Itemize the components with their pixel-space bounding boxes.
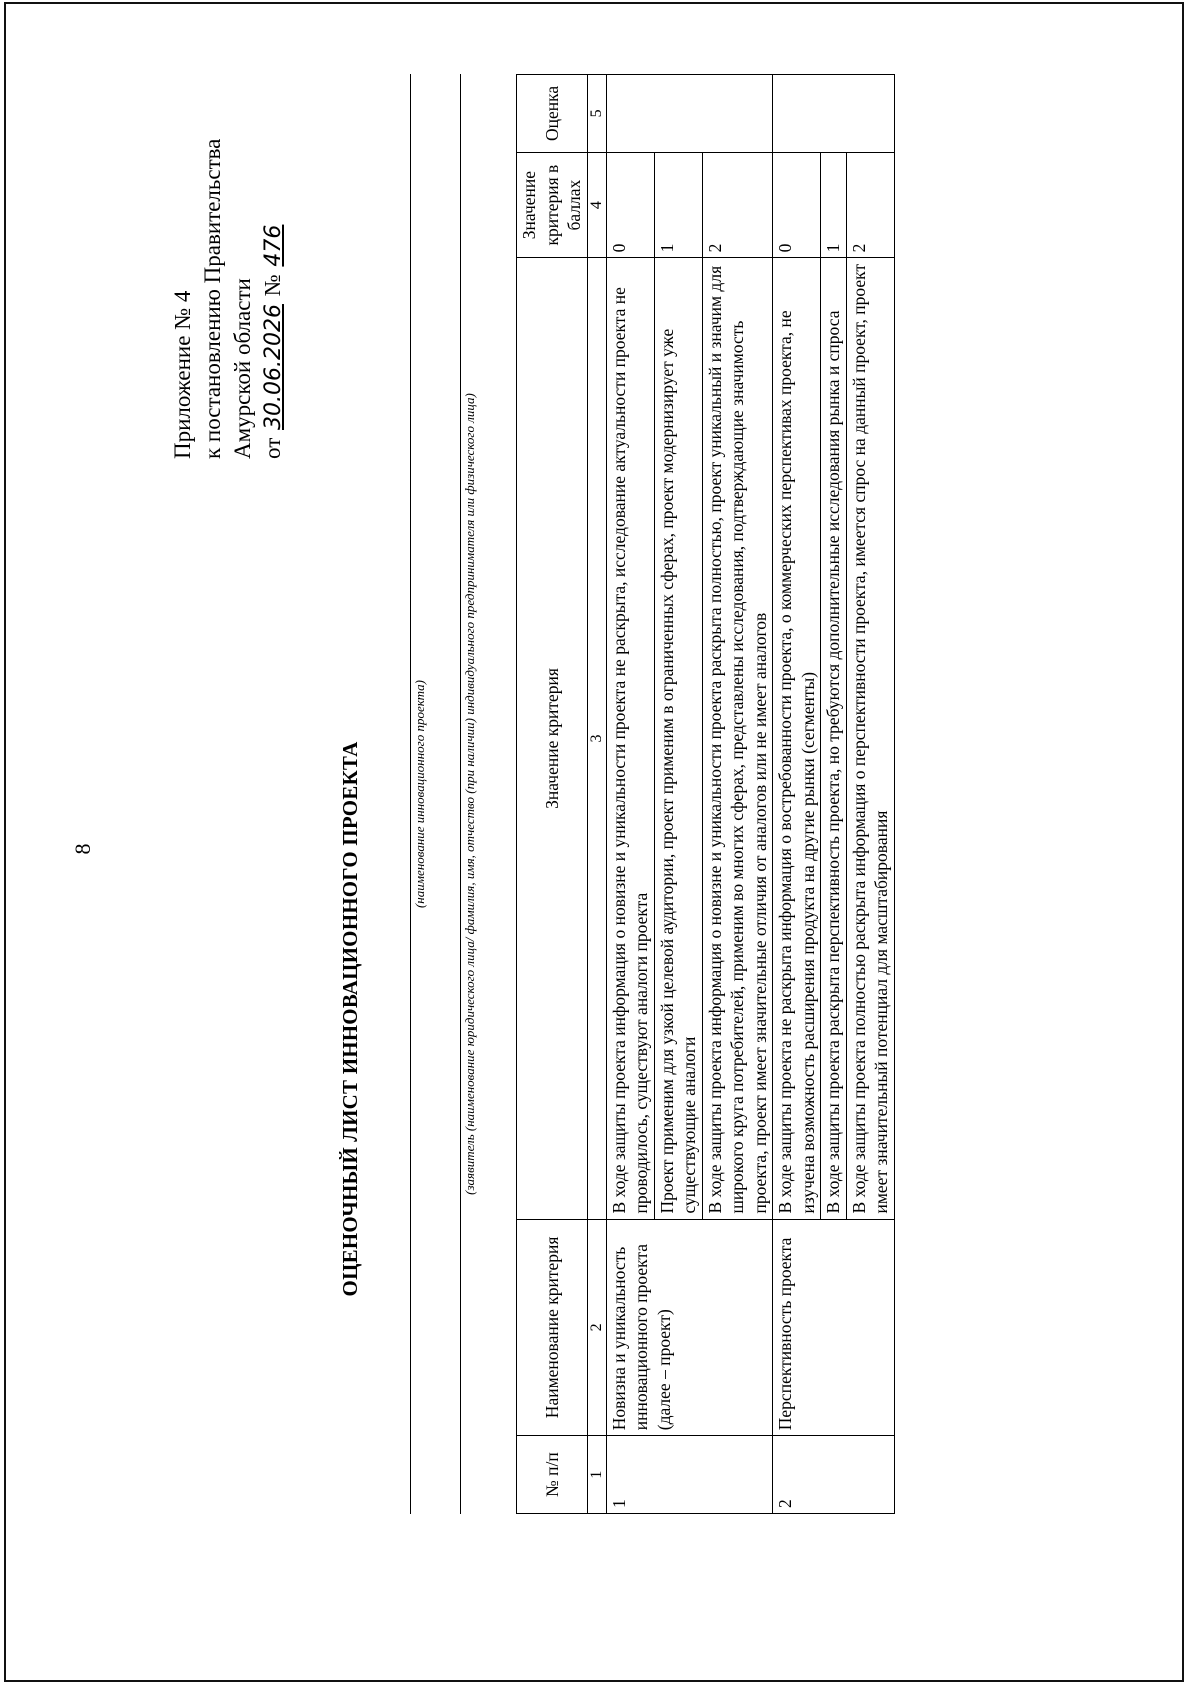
criterion-option-text: В ходе защиты проекта раскрыта перспективность проекта, но требуются дополнительные исследования рынка и спроса [821, 258, 847, 1219]
project-name-line [410, 74, 411, 1514]
appendix-line-3: Амурской области [230, 278, 255, 459]
header-evaluation: Оценка [517, 75, 588, 153]
criterion-option-score: 0 [606, 152, 654, 258]
criterion-option-score: 2 [702, 152, 773, 258]
criterion-number: 1 [606, 1436, 773, 1514]
table-header-row [517, 75, 588, 1514]
applicant-caption: (заявитель (наименование юридического лица/ фамилия, имя, отчество (при наличии) индивидуального предпринимателя или физического лица) [462, 393, 477, 1195]
appendix-block [168, 29, 289, 459]
header-criterion-value: Значение критерия [517, 258, 588, 1219]
table-row [606, 75, 654, 1514]
criterion-option-text: Проект применим для узкой целевой аудитории, проект применим в ограниченных сферах, проект модернизирует уже существующие аналоги [654, 258, 702, 1219]
handwritten-date: 30.06.2026 [261, 304, 286, 430]
column-number: 3 [587, 258, 606, 1219]
criterion-option-text: В ходе защиты проекта полностью раскрыта информация о перспективности проекта, имеется спрос на данный проект, проект имеет значительный потенциал для масштабирования [846, 258, 894, 1219]
criterion-number: 2 [773, 1436, 895, 1514]
column-number: 5 [587, 75, 606, 153]
document-title: ОЦЕНОЧНЫЙ ЛИСТ ИННОВАЦИОННОГО ПРОЕКТА [338, 741, 362, 1297]
table-row [773, 75, 821, 1514]
criterion-option-score: 0 [773, 152, 821, 258]
column-number: 4 [587, 152, 606, 258]
criterion-option-score: 2 [846, 152, 894, 258]
criterion-option-score: 1 [821, 152, 847, 258]
header-number: № п/п [517, 1436, 588, 1514]
project-name-caption: (наименование инновационного проекта) [412, 679, 427, 909]
page-number: 8 [70, 843, 95, 855]
number-sign: № [260, 274, 285, 297]
evaluation-cell[interactable] [606, 75, 773, 153]
criterion-option-text: В ходе защиты проекта информация о новизне и уникальности проекта раскрыта полностью, проект уникальный и значим для широкого круга потребителей, применим во многих сферах, представлены исследования, подтверждающие значимость проекта, проект имеет значительные отличия от аналогов или не имеет аналогов [702, 258, 773, 1219]
appendix-line-1: Приложение № 4 [170, 290, 195, 459]
criterion-option-text: В ходе защиты проекта не раскрыта информация о востребованности проекта, о коммерческих перспективах проекта, не изучена возможность расширения продукта на другие рынки (сегменты) [773, 258, 821, 1219]
column-number: 1 [587, 1436, 606, 1514]
appendix-line-2: к постановлению Правительства [200, 138, 225, 459]
column-number: 2 [587, 1219, 606, 1436]
criteria-table [516, 74, 895, 1514]
criterion-option-text: В ходе защиты проекта информация о новизне и уникальности проекта не раскрыта, исследование актуальности проекта не проводилось, существуют аналоги проекта [606, 258, 654, 1219]
handwritten-number: 476 [261, 224, 286, 267]
header-criterion-name: Наименование критерия [517, 1219, 588, 1436]
header-score: Значение критерия в баллах [517, 152, 588, 258]
evaluation-cell[interactable] [773, 75, 895, 153]
applicant-line [460, 74, 461, 1514]
criterion-option-score: 1 [654, 152, 702, 258]
date-prefix: от [260, 437, 285, 459]
criterion-name: Перспективность проекта [773, 1219, 895, 1436]
appendix-date-line [258, 29, 289, 459]
criterion-name: Новизна и уникальность инновационного проекта (далее – проект) [606, 1219, 773, 1436]
column-number-row [587, 75, 606, 1514]
